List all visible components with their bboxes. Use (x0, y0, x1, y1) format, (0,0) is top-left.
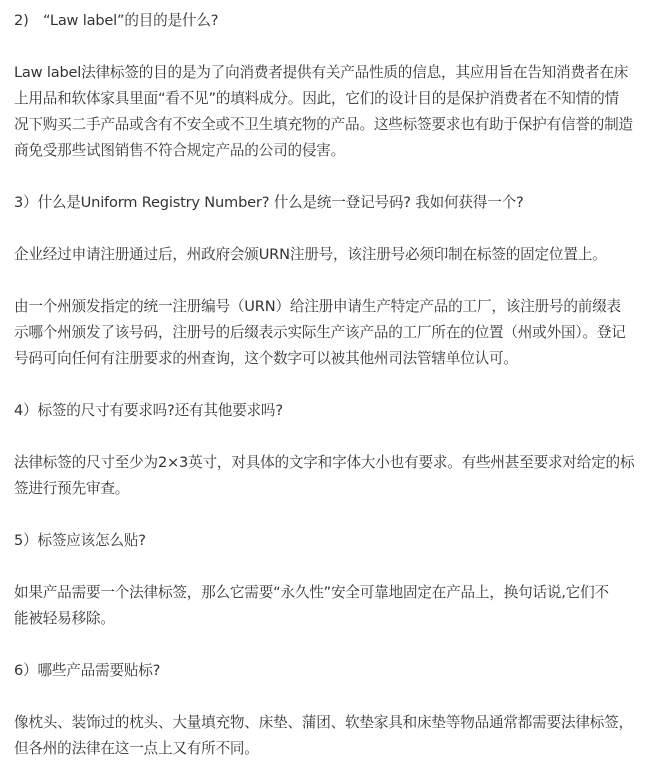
answer-paragraph (14, 580, 637, 632)
spacer (14, 164, 637, 190)
paragraph-line: 像枕头、装饰过的枕头、大量填充物、床垫、蒲团、软垫家具和床垫等物品通常都需要法律标签， (14, 714, 633, 731)
answer-paragraph (14, 60, 637, 164)
faq-section-3 (14, 190, 637, 398)
paragraph-line: 企业经过申请注册通过后，州政府会颁URN注册号，该注册号必须印制在标签的固定位置上。 (14, 246, 607, 263)
answer-paragraph (14, 294, 637, 372)
paragraph-line: 商免受那些试图销售不符合规定产品的公司的侵害。 (14, 142, 346, 159)
paragraph-line: 况下购买二手产品或含有不安全或不卫生填充物的产品。这些标签要求也有助于保护有信誉的制造 (14, 116, 633, 133)
question-heading: 6）哪些产品需要贴标? (14, 662, 161, 679)
spacer (14, 554, 637, 580)
spacer (14, 34, 637, 60)
spacer (14, 216, 637, 242)
spacer (14, 372, 637, 398)
paragraph-line: 号码可向任何有注册要求的州查询，这个数字可以被其他州司法管辖单位认可。 (14, 350, 518, 367)
question-heading: 3）什么是Uniform Registry Number? 什么是统一登记号码? 我如何获得一个? (14, 194, 524, 211)
question-heading: 4）标签的尺寸有要求吗?还有其他要求吗? (14, 402, 283, 419)
paragraph-line: 能被轻易移除。 (14, 610, 115, 627)
paragraph-line: 法律标签的尺寸至少为2×3英寸，对具体的文字和字体大小也有要求。有些州甚至要求对给定的标 (14, 454, 635, 471)
paragraph-line: 由一个州颁发指定的统一注册编号（URN）给注册申请生产特定产品的工厂，该注册号的前缀表 (14, 298, 621, 315)
paragraph-line: 上用品和软体家具里面“看不见”的填料成分。因此，它们的设计目的是保护消费者在不知情的情 (14, 90, 619, 107)
spacer (14, 632, 637, 658)
faq-section-4 (14, 398, 637, 528)
faq-section-6 (14, 658, 637, 762)
answer-paragraph (14, 710, 637, 762)
answer-paragraph (14, 450, 637, 502)
spacer (14, 502, 637, 528)
spacer (14, 424, 637, 450)
paragraph-line: 签进行预先审查。 (14, 480, 130, 497)
answer-paragraph (14, 242, 637, 268)
spacer (14, 268, 637, 294)
question-heading: 2) “Law label”的目的是什么? (14, 12, 219, 29)
paragraph-line: 如果产品需要一个法律标签，那么它需要“永久性”安全可靠地固定在产品上，换句话说,它们不 (14, 584, 609, 601)
spacer (14, 684, 637, 710)
question-heading: 5）标签应该怎么贴? (14, 532, 146, 549)
faq-section-2 (14, 8, 637, 190)
paragraph-line: 示哪个州颁发了该号码，注册号的后缀表示实际生产该产品的工厂所在的位置（州或外国）。登记 (14, 324, 626, 341)
faq-section-5 (14, 528, 637, 658)
paragraph-line: 但各州的法律在这一点上又有所不同。 (14, 740, 259, 757)
paragraph-line: Law label法律标签的目的是为了向消费者提供有关产品性质的信息，其应用旨在告知消费者在床 (14, 64, 629, 81)
